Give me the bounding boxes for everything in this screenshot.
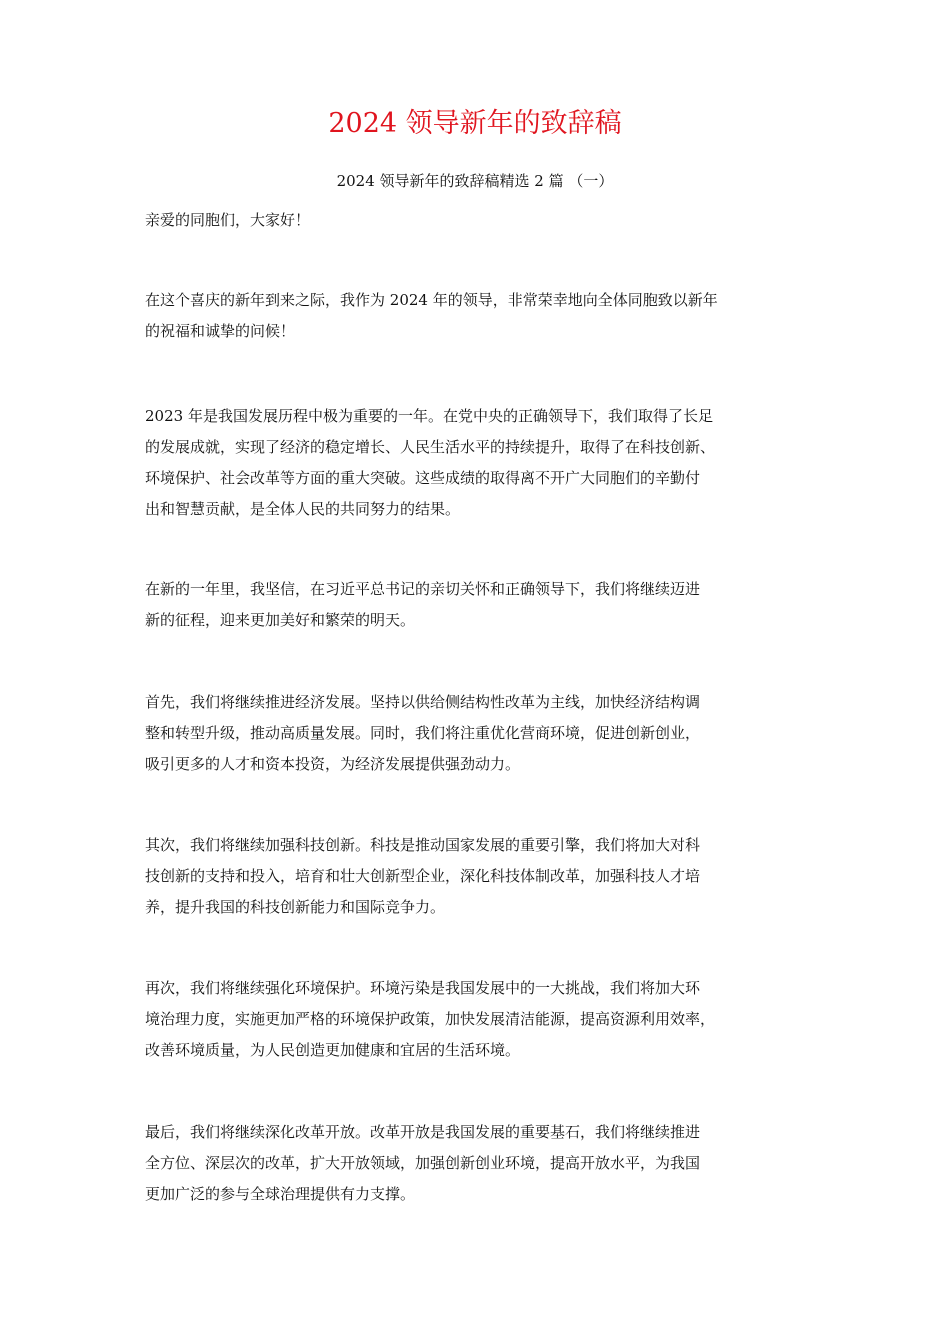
paragraph-line: 在这个喜庆的新年到来之际，我作为 2024 年的领导，非常荣幸地向全体同胞致以新年 <box>145 291 718 309</box>
paragraph-line: 2023 年是我国发展历程中极为重要的一年。在党中央的正确领导下，我们取得了长足 <box>145 407 713 425</box>
paragraph-line: 更加广泛的参与全球治理提供有力支撑。 <box>145 1185 416 1203</box>
paragraph-line: 在新的一年里，我坚信，在习近平总书记的亲切关怀和正确领导下，我们将继续迈进 <box>145 580 701 598</box>
document-title: 2024 领导新年的致辞稿 <box>328 108 622 139</box>
paragraph-line: 的祝福和诚挚的问候！ <box>145 322 296 340</box>
paragraph-line: 养，提升我国的科技创新能力和国际竞争力。 <box>145 898 446 916</box>
paragraph-line: 境治理力度，实施更加严格的环境保护政策，加快发展清洁能源，提高资源利用效率， <box>145 1010 716 1028</box>
paragraph-line: 整和转型升级，推动高质量发展。同时，我们将注重优化营商环境，促进创新创业， <box>145 724 701 742</box>
paragraph-line: 的发展成就，实现了经济的稳定增长、人民生活水平的持续提升，取得了在科技创新、 <box>145 438 716 456</box>
paragraph-environmental-protection <box>145 973 825 1066</box>
document-subtitle: 2024 领导新年的致辞稿精选 2 篇 （一） <box>336 172 614 190</box>
paragraph-line: 技创新的支持和投入，培育和壮大创新型企业，深化科技体制改革，加强科技人才培 <box>145 867 701 885</box>
paragraph-line: 改善环境质量，为人民创造更加健康和宜居的生活环境。 <box>145 1041 521 1059</box>
paragraph-line: 出和智慧贡献，是全体人民的共同努力的结果。 <box>145 500 461 518</box>
paragraph-new-year-greeting <box>145 285 825 347</box>
paragraph-2023-review <box>145 401 825 525</box>
paragraph-line: 首先，我们将继续推进经济发展。坚持以供给侧结构性改革为主线，加快经济结构调 <box>145 693 701 711</box>
paragraph-line: 其次，我们将继续加强科技创新。科技是推动国家发展的重要引擎，我们将加大对科 <box>145 836 701 854</box>
paragraph-line: 最后，我们将继续深化改革开放。改革开放是我国发展的重要基石，我们将继续推进 <box>145 1123 701 1141</box>
paragraph-new-year-outlook <box>145 574 825 636</box>
paragraph-tech-innovation <box>145 830 825 923</box>
paragraph-line: 环境保护、社会改革等方面的重大突破。这些成绩的取得离不开广大同胞们的辛勤付 <box>145 469 701 487</box>
paragraph-line: 新的征程，迎来更加美好和繁荣的明天。 <box>145 611 416 629</box>
paragraph-line: 全方位、深层次的改革，扩大开放领域，加强创新创业环境，提高开放水平，为我国 <box>145 1154 701 1172</box>
paragraph-reform-opening <box>145 1117 825 1210</box>
greeting: 亲爱的同胞们，大家好！ <box>145 211 311 229</box>
paragraph-economic-development <box>145 687 825 780</box>
paragraph-line: 吸引更多的人才和资本投资，为经济发展提供强劲动力。 <box>145 755 521 773</box>
paragraph-line: 再次，我们将继续强化环境保护。环境污染是我国发展中的一大挑战，我们将加大环 <box>145 979 701 997</box>
